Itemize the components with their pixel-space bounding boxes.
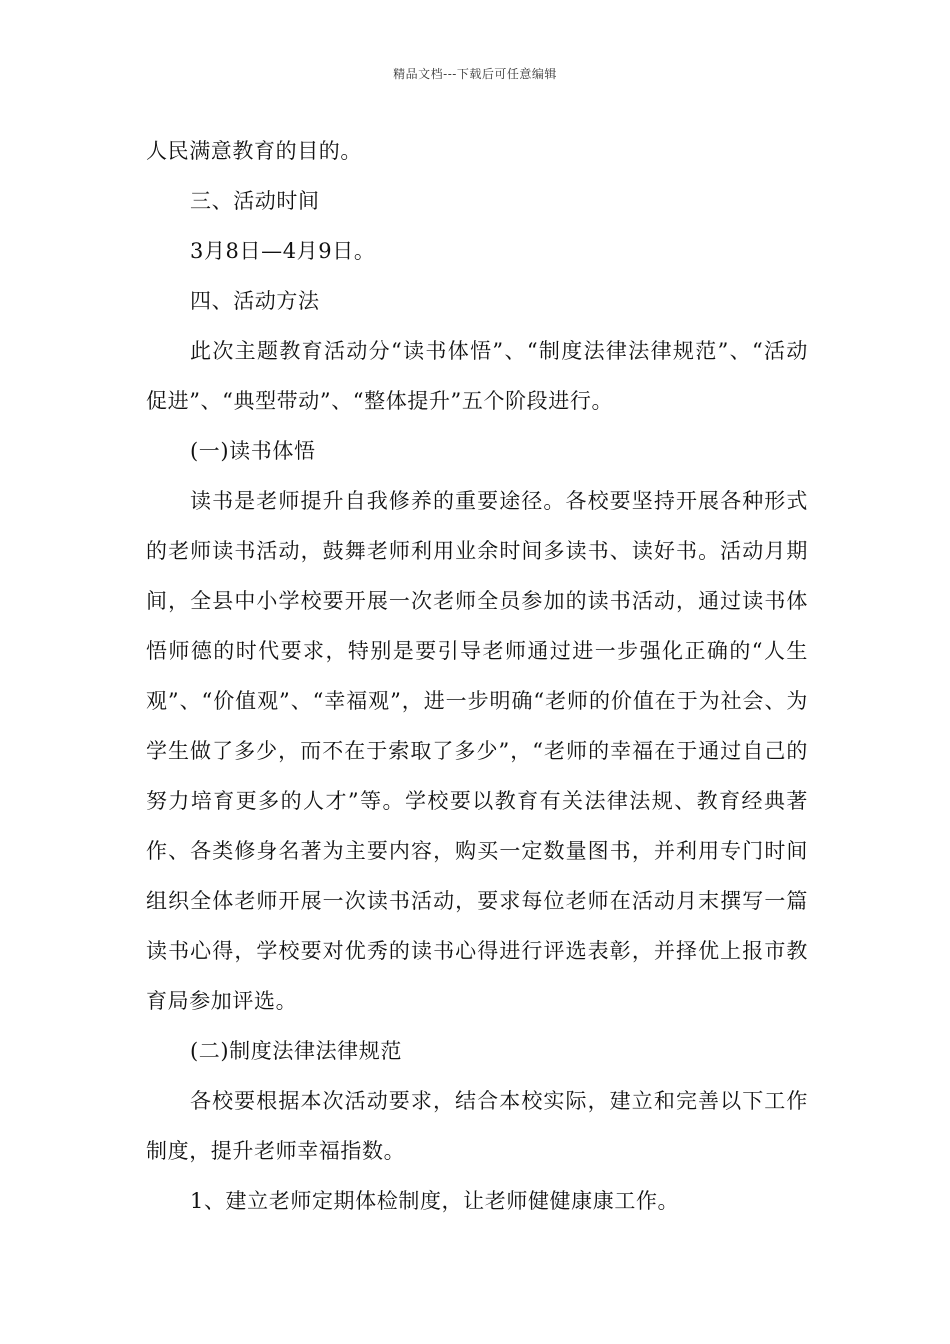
document-body — [146, 126, 808, 1226]
list-item-health-check: 1、建立老师定期体检制度，让老师健健康康工作。 — [190, 1189, 680, 1213]
page-header: 精品文档---下载后可任意编辑 — [393, 67, 557, 81]
paragraph-1: 人民满意教育的目的。 — [146, 139, 362, 163]
paragraph-stages: 此次主题教育活动分“读书体悟”、“制度法律法律规范”、“活动促进”、“典型带动”、“整体提升”五个阶段进行。 — [146, 339, 808, 413]
paragraph-reading: 读书是老师提升自我修养的重要途径。各校要坚持开展各种形式的老师读书活动，鼓舞老师利用业余时间多读书、读好书。活动月期间，全县中小学校要开展一次老师全员参加的读书活动，通过读书体悟师德的时代要求，特别是要引导老师通过进一步强化正确的“人生观”、“价值观”、“幸福观”，进一步明确“老师的价值在于为社会、为学生做了多少，而不在于索取了多少”，“老师的幸福在于通过自己的努力培育更多的人才”等。学校要以教育有关法律法规、教育经典著作、各类修身名著为主要内容，购买一定数量图书，并利用专门时间组织全体老师开展一次读书活动，要求每位老师在活动月末撰写一篇读书心得，学校要对优秀的读书心得进行评选表彰，并择优上报市教育局参加评选。 — [146, 489, 808, 1013]
heading-activity-time: 三、活动时间 — [190, 189, 320, 213]
paragraph-regulations: 各校要根据本次活动要求，结合本校实际，建立和完善以下工作制度，提升老师幸福指数。 — [146, 1089, 808, 1163]
heading-activity-method: 四、活动方法 — [190, 289, 320, 313]
paragraph-activity-dates: 3月8日—4月9日。 — [190, 239, 376, 263]
heading-regulations: (二)制度法律法律规范 — [190, 1039, 402, 1063]
heading-reading: (一)读书体悟 — [190, 439, 316, 463]
